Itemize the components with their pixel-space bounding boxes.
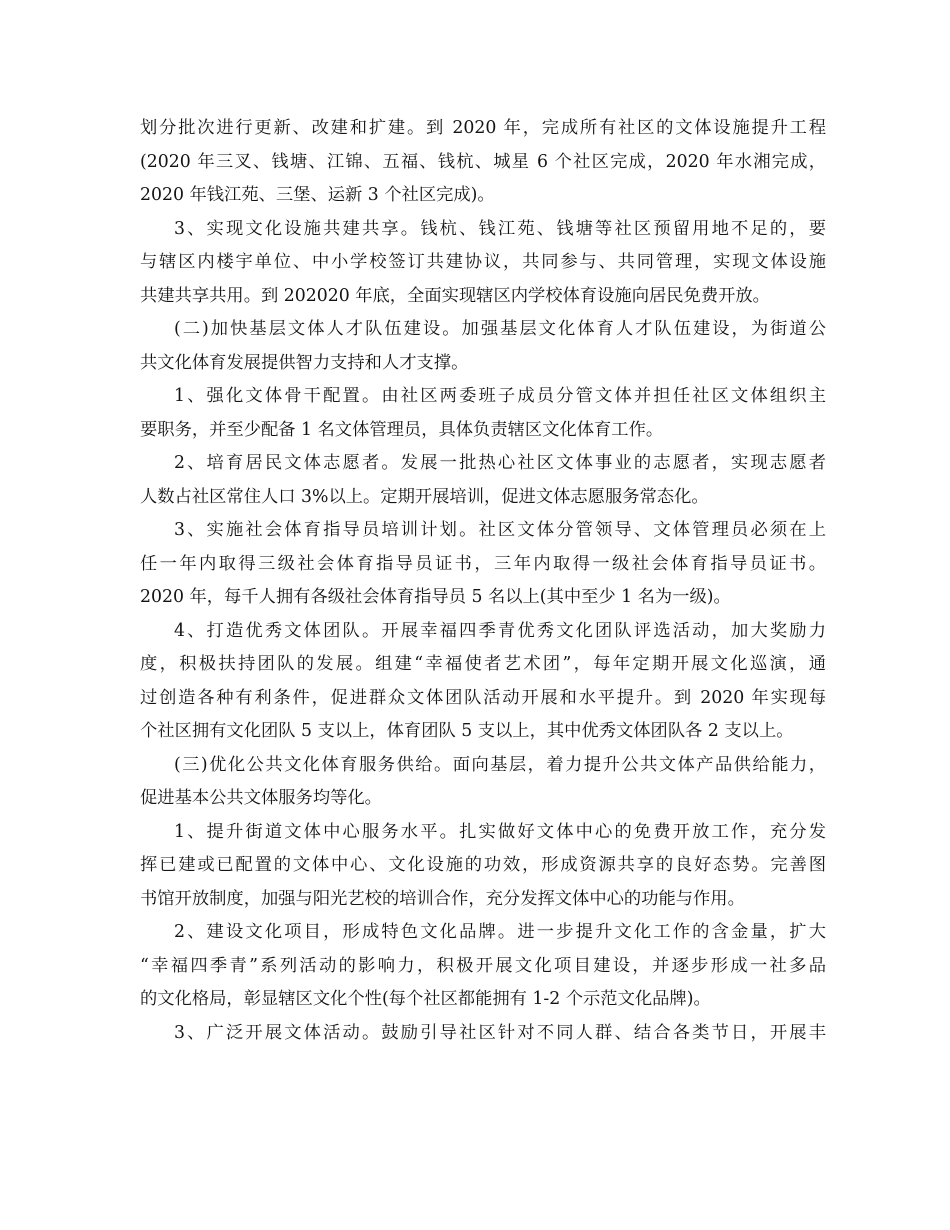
text-line: 1、提升街道文体中心服务水平。扎实做好文体中心的免费开放工作，充分发 (174, 821, 826, 842)
text-line: 3、实施社会体育指导员培训计划。社区文体分管领导、文体管理员必须在上 (174, 520, 826, 540)
text-line: 挥已建或已配置的文体中心、文化设施的功效，形成资源共享的良好态势。完善图 (140, 855, 826, 875)
document-page (140, 112, 826, 1050)
text-line: 个社区拥有文化团队 5 支以上，体育团队 5 支以上，其中优秀文体团队各 2 支以上。 (140, 721, 794, 741)
text-line: “幸福四季青”系列活动的影响力，积极开展文化项目建设，并逐步形成一社多品 (140, 955, 826, 976)
text-line: 共文化体育发展提供智力支持和人才支撑。 (140, 352, 469, 373)
text-line: 划分批次进行更新、改建和扩建。到 2020 年，完成所有社区的文体设施提升工程 (140, 118, 826, 138)
text-line: 2、建设文化项目，形成特色文化品牌。进一步提升文化工作的含金量，扩大 (174, 922, 826, 942)
text-line: 3、广泛开展文体活动。鼓励引导社区针对不同人群、结合各类节日，开展丰 (174, 1022, 826, 1043)
text-line: 促进基本公共文体服务均等化。 (140, 788, 382, 808)
text-line: 共建共享共用。到 202020 年底，全面实现辖区内学校体育设施向居民免费开放。 (140, 285, 770, 306)
text-line: 与辖区内楼宇单位、中小学校签订共建协议，共同参与、共同管理，实现文体设施 (140, 252, 826, 272)
text-line: (2020 年三叉、钱塘、江锦、五福、钱杭、城星 6 个社区完成，2020 年水湘完成， (140, 151, 826, 172)
text-line: 书馆开放制度，加强与阳光艺校的培训合作，充分发挥文体中心的功能与作用。 (140, 888, 745, 909)
text-line: 人数占社区常住人口 3%以上。定期开展培训，促进文体志愿服务常态化。 (140, 486, 709, 507)
text-line: (二)加快基层文体人才队伍建设。加强基层文化体育人才队伍建设，为街道公 (174, 319, 826, 339)
text-line: 4、打造优秀文体团队。开展幸福四季青优秀文化团队评选活动，加大奖励力 (174, 620, 826, 641)
text-line: 要职务，并至少配备 1 名文体管理员，具体负责辖区文化体育工作。 (140, 419, 664, 440)
text-line: (三)优化公共文化体育服务供给。面向基层，着力提升公共文体产品供给能力， (174, 754, 826, 775)
text-line: 2020 年钱江苑、三堡、运新 3 个社区完成)。 (140, 185, 495, 205)
text-line: 1、强化文体骨干配置。由社区两委班子成员分管文体并担任社区文体组织主 (174, 386, 826, 406)
text-line: 过创造各种有利条件，促进群众文体团队活动开展和水平提升。到 2020 年实现每 (140, 687, 826, 708)
text-line: 2020 年，每千人拥有各级社会体育指导员 5 名以上(其中至少 1 名为一级)。 (140, 587, 731, 607)
text-line: 2、培育居民文体志愿者。发展一批热心社区文体事业的志愿者，实现志愿者 (174, 453, 826, 473)
text-line: 度，积极扶持团队的发展。组建“幸福使者艺术团”，每年定期开展文化巡演，通 (140, 654, 826, 674)
text-line: 任一年内取得三级社会体育指导员证书，三年内取得一级社会体育指导员证书。 (140, 553, 826, 574)
text-line: 的文化格局，彰显辖区文化个性(每个社区都能拥有 1-2 个示范文化品牌)。 (140, 989, 711, 1009)
text-line: 3、实现文化设施共建共享。钱杭、钱江苑、钱塘等社区预留用地不足的，要 (174, 218, 826, 239)
